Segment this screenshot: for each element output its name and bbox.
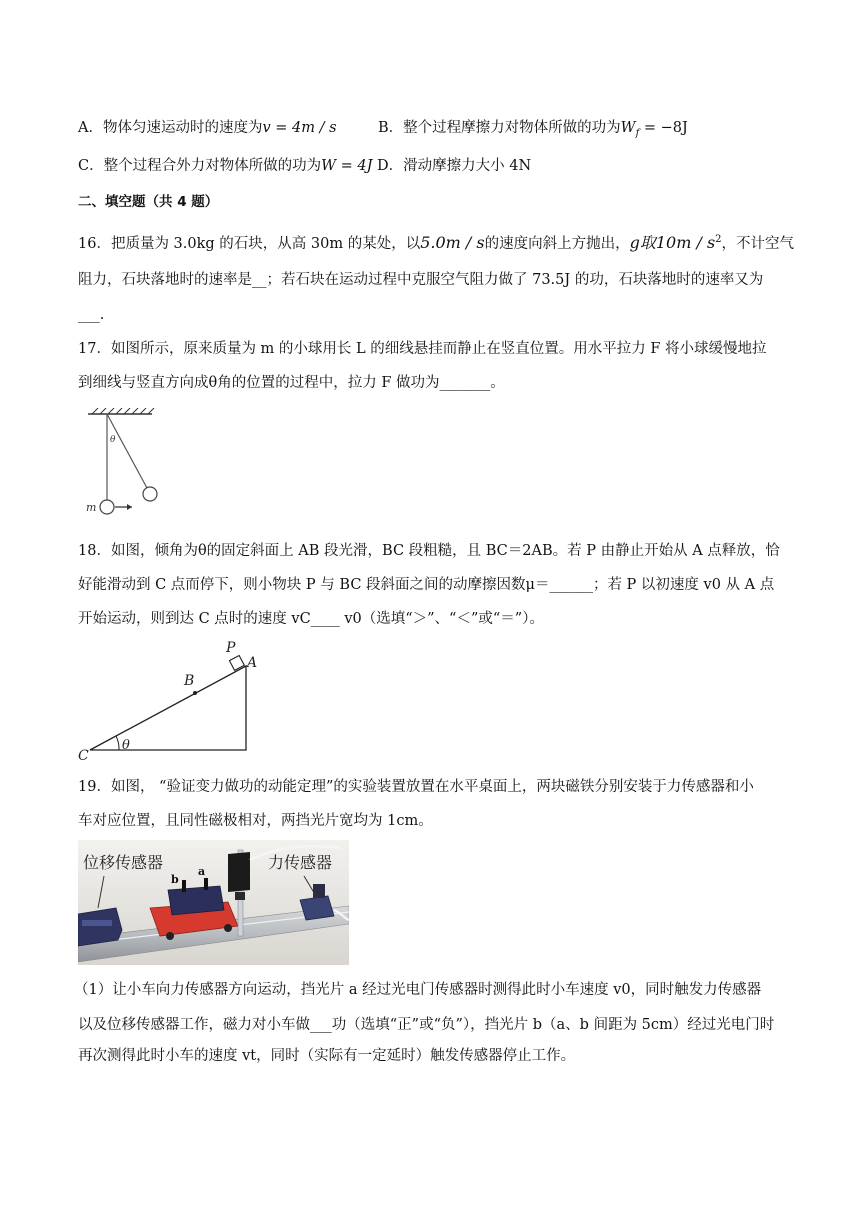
cart-wheel-1 [166,932,174,940]
option-b [378,118,688,144]
incline-triangle [90,666,246,750]
pendulum-theta: θ [110,435,116,445]
option-b-tail: = −8J [639,120,688,136]
ball-displaced [143,487,157,501]
label-theta: θ [122,738,130,753]
option-b-math: W [620,120,636,136]
q16-speed: 5.0m / s [420,232,485,252]
photo-label-b: b [171,873,179,886]
force-arrowhead [127,504,132,510]
q16-gravity: g取10m / s [629,232,716,252]
q16-line3: ___. [78,307,105,323]
photo-label-force: 力传感器 [268,853,333,872]
q19-sub1-line2: 以及位移传感器工作，磁力对小车做___功（选填“正”或“负”），挡光片 b（a、b 间距为 5cm）经过光电门时 [78,1017,775,1033]
label-p: P [226,640,236,656]
displaced-string [107,414,147,488]
q19-line1: 19．如图， “验证变力做功的动能定理”的实验装置放置在水平桌面上，两块磁铁分别安装于力传感器和小 [78,779,754,795]
displacement-sensor-detail [82,920,112,926]
option-c-math: W = 4J [321,158,373,174]
q16-text-a: 16．把质量为 3.0kg 的石块，从高 30m 的某处，以 [78,235,421,252]
q16-line1 [78,230,794,254]
option-b-sub: f [635,127,640,139]
pendulum-figure [80,408,170,518]
q18-line1: 18．如图，倾角为θ的固定斜面上 AB 段光滑，BC 段粗糙，且 BC＝2AB。若 P 由静止开始从 A 点释放，恰 [78,543,780,559]
photogate-sensor [235,892,245,900]
q16-sup: 2 [715,234,722,245]
force-sensor [300,896,334,920]
displacement-sensor [78,908,122,946]
q17-line1: 17．如图所示，原来质量为 m 的小球用长 L 的细线悬挂而静止在竖直位置。用水平拉力 F 将小球缓慢地拉 [78,341,767,357]
label-c: C [78,748,89,764]
option-a-text: A．物体匀速运动时的速度为 [78,120,263,136]
option-c-d [78,156,531,176]
force-sensor-mount [313,884,325,898]
section-title: 二、填空题（共 4 题） [78,194,219,210]
q18-line3: 开始运动，则到达 C 点时的速度 vC____ v0（选填“＞”、“＜”或“＝”）。 [78,611,544,627]
ball-rest [100,500,114,514]
option-c-text: C．整个过程合外力对物体所做的功为 [78,158,322,174]
q16-line2: 阻力，石块落地时的速率是__；若石块在运动过程中克服空气阻力做了 73.5J 的功，石块落地时的速率又为 [78,272,764,288]
flag-b [182,880,186,892]
angle-arc [116,736,119,750]
q16-text-c: ，不计空气 [721,235,795,252]
label-a: A [247,655,258,671]
option-a [78,118,337,138]
flag-a [204,878,208,890]
experiment-photo [78,840,349,965]
option-a-math: v = 4m / s [262,120,337,136]
q19-sub1-line3: 再次测得此时小车的速度 vt，同时（实际有一定延时）触发传感器停止工作。 [78,1048,576,1064]
q17-line2: 到细线与竖直方向成θ角的位置的过程中，拉力 F 做功为_______。 [78,375,505,391]
photo-label-a: a [198,865,206,878]
incline-figure [76,636,266,764]
q16-text-b: 的速度向斜上方抛出， [484,235,630,252]
cart-body [168,886,224,915]
pendulum-m: m [86,501,97,514]
q19-line2: 车对应位置，且同性磁极相对，两挡光片宽均为 1cm。 [78,813,433,829]
point-b [193,691,197,695]
option-b-text: B．整个过程摩擦力对物体所做的功为 [378,120,621,136]
cart-wheel-2 [224,924,232,932]
q19-sub1-line1: （1）让小车向力传感器方向运动，挡光片 a 经过光电门传感器时测得此时小车速度 v0，同时触发力传感器 [74,982,762,998]
ceiling-hatch [92,408,154,414]
photogate-head [228,852,250,892]
q18-line2: 好能滑动到 C 点而停下，则小物块 P 与 BC 段斜面之间的动摩擦因数μ＝______；若 P 以初速度 v0 从 A 点 [78,577,775,593]
label-b: B [184,673,195,689]
option-d-text: D．滑动摩擦力大小 4N [372,158,532,174]
photo-label-displacement: 位移传感器 [83,853,164,872]
